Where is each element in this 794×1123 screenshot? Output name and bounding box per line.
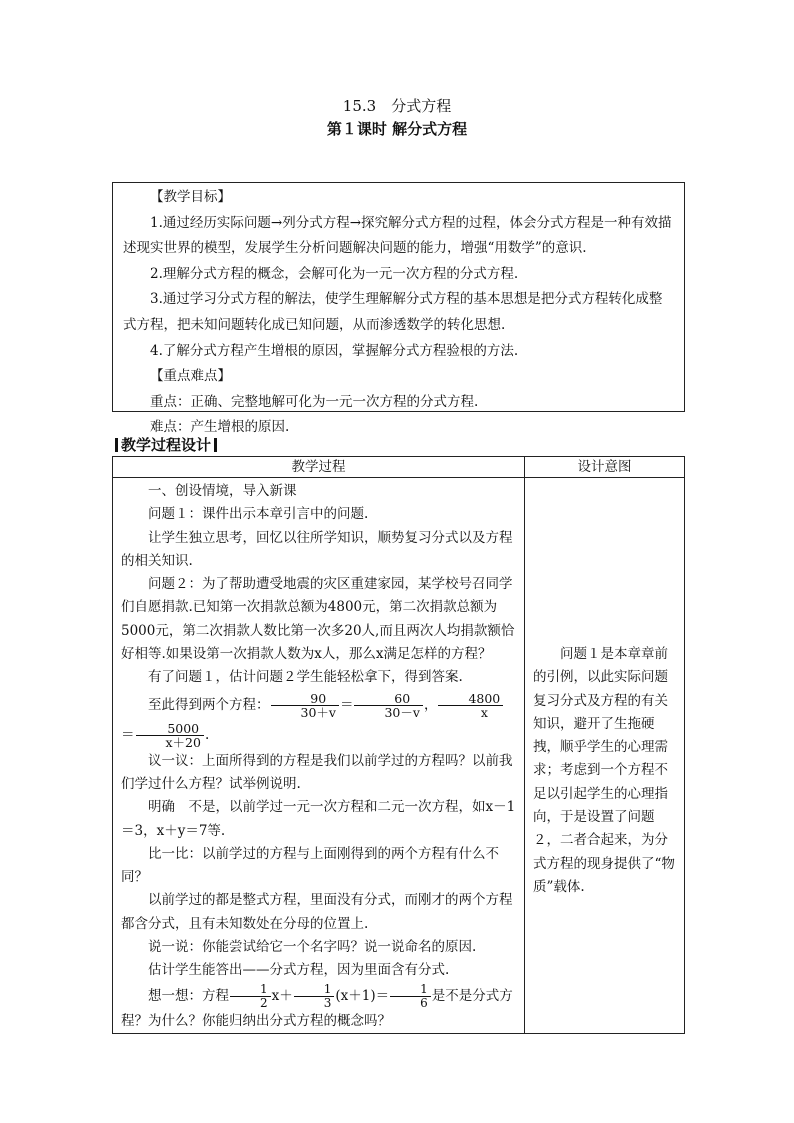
equation-text: (x＋1)＝ [335, 987, 390, 1004]
process-paragraph: 明确 不是，以前学过一元一次方程和二元一次方程，如x－1＝3，x＋y＝7等. [121, 799, 516, 839]
fraction [271, 692, 339, 719]
equals-sign: ＝ [339, 696, 354, 713]
equals-sign: ＝ [121, 726, 135, 743]
numerator: 60 [354, 692, 422, 706]
think-suffix: 是不是分式方程？为什么？你能归纳出分式方程的概念吗？ [121, 987, 513, 1029]
numerator: 5000 [136, 722, 204, 736]
process-paragraph: 以前学过的都是整式方程，里面没有分式，而刚才的两个方程都含分式，且有未知数处在分母的位置上. [121, 892, 513, 932]
intent-column-header: 设计意图 [525, 457, 685, 478]
think-prefix: 想一想：方程 [148, 987, 229, 1004]
intent-cell [525, 478, 685, 1034]
denominator: 2 [260, 995, 268, 1010]
objective-item: 1.通过经历实际问题→列分式方程→探究解分式方程的过程，体会分式方程是一种有效描述现实世界的模型，发展学生分析问题解决问题的能力，增强“用数学”的意识. [123, 214, 672, 257]
denominator: 30－v [384, 704, 420, 720]
process-paragraph: 让学生独立思考，回忆以往所学知识，顺势复习分式以及方程的相关知识. [121, 529, 513, 569]
objective-item: 2.理解分式方程的概念，会解可化为一元一次方程的分式方程. [150, 265, 519, 282]
fraction [390, 983, 431, 1010]
numerator: 1 [230, 983, 271, 997]
equation-text: x＋ [271, 987, 293, 1004]
difficulty-point: 难点：产生增根的原因. [150, 419, 290, 436]
fraction [136, 722, 204, 749]
objectives-heading: 【教学目标】 [150, 189, 231, 205]
process-paragraph: 议一议：上面所得到的方程是我们以前学过的方程吗？以前我们学过什么方程？试举例说明. [121, 752, 513, 792]
fraction [230, 983, 271, 1010]
process-paragraph: 估计学生能答出——分式方程，因为里面含有分式. [148, 962, 450, 979]
process-paragraph: 一、创设情境，导入新课 [148, 483, 297, 499]
process-paragraph: 比一比：以前学过的方程与上面刚得到的两个方程有什么不同？ [121, 845, 499, 886]
fraction [354, 692, 422, 719]
section-bar-left [115, 438, 118, 452]
equations-line [121, 690, 516, 750]
denominator: x [480, 704, 488, 720]
objective-item: 4.了解分式方程产生增根的原因，掌握解分式方程验根的方法. [150, 342, 519, 359]
section-bar-right [214, 438, 217, 452]
process-paragraph: 问题２：为了帮助遭受地震的灾区重建家园，某学校号召同学们自愿捐款.已知第一次捐款总额为4800元，第二次捐款总额为5000元，第二次捐款人数比第一次多20人,而且两次人均捐款额恰好相等.如果设第一次捐款人数为x人，那么x满足怎样的方程？ [121, 576, 515, 663]
denominator: 6 [420, 995, 428, 1010]
key-points-heading: 【重点难点】 [150, 368, 231, 385]
process-column-header: 教学过程 [113, 457, 525, 478]
teaching-process-table [112, 456, 685, 1034]
lesson-subtitle: 第１课时 解分式方程 [326, 120, 468, 138]
objective-item: 3.通过学习分式方程的解法，使学生理解解分式方程的基本思想是把分式方程转化成整式方程，把未知问题转化成已知问题，从而渗透数学的转化思想. [123, 291, 663, 333]
numerator: 1 [294, 983, 335, 997]
fraction [438, 692, 503, 719]
section-heading [112, 434, 220, 455]
numerator: 1 [390, 983, 431, 997]
equations-prefix: 至此得到两个方程： [148, 696, 270, 713]
key-point: 重点：正确、完整地解可化为一元一次方程的分式方程. [150, 393, 479, 410]
denominator: 3 [323, 995, 332, 1010]
section-title: 教学过程设计 [121, 436, 212, 454]
lesson-title: 15.3 分式方程 [342, 97, 452, 115]
process-paragraph: 有了问题１，估计问题２学生能轻松拿下，得到答案. [148, 669, 463, 686]
equation-separator: ， [423, 696, 438, 713]
process-paragraph: 说一说：你能尝试给它一个名字吗？说一说命名的原因. [148, 939, 477, 956]
think-paragraph [121, 983, 516, 1033]
numerator: 4800 [438, 692, 503, 706]
process-cell [113, 478, 525, 1034]
numerator: 90 [271, 692, 339, 706]
fraction [294, 983, 335, 1010]
denominator: 30＋v [300, 704, 336, 720]
equation-end: . [204, 726, 210, 743]
intent-paragraph: 问题１是本章章前的引例，以此实际问题复习分式及方程的有关知识，避开了生拖硬拽，顺乎学生的心理需求；考虑到一个方程不足以引起学生的心理指向，于是设置了问题２，二者合起来，为分式方程的现身提供了“物质”载体. [533, 646, 675, 895]
process-paragraph: 问题１：课件出示本章引言中的问题. [148, 506, 369, 523]
objectives-box [112, 182, 685, 436]
denominator: x＋20 [165, 734, 201, 750]
